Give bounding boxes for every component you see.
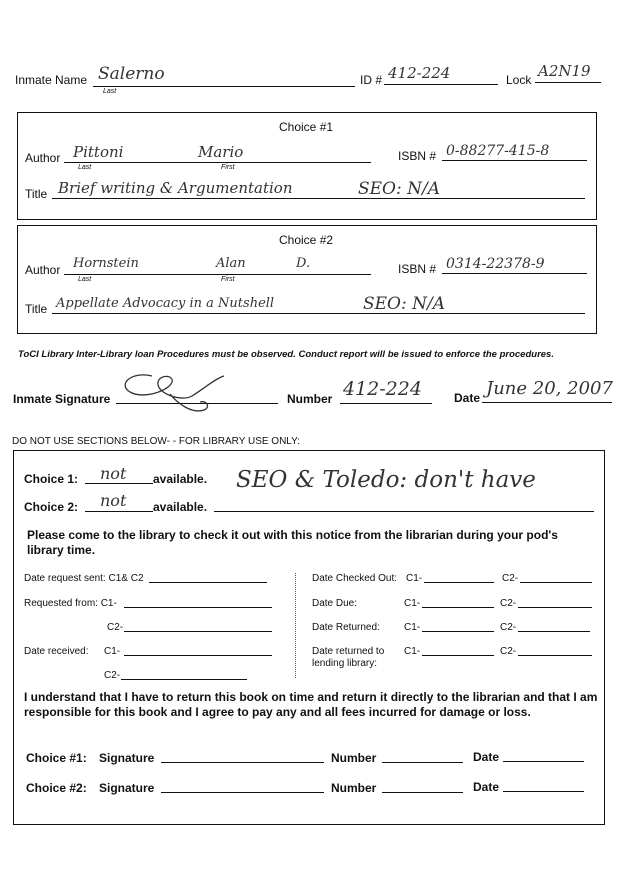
date-returned-lending-label-1: Date returned to (312, 646, 385, 657)
date-request-sent-label: Date request sent: C1& C2 (24, 573, 144, 584)
choice1-author-line (64, 162, 371, 163)
column-divider (295, 573, 296, 678)
sig-choice2-number-label: Number (331, 781, 377, 795)
sig-choice2-label: Choice #2: (26, 781, 87, 795)
choice2-author-middle[interactable]: D. (296, 256, 311, 271)
id-line (384, 84, 498, 85)
requested-from-c1-line (124, 607, 272, 608)
choice2-isbn-line (442, 273, 587, 274)
choice2-author-last[interactable]: Hornstein (73, 256, 139, 271)
choice1-isbn-value[interactable]: 0-88277-415-8 (446, 143, 550, 159)
library-choice2-value[interactable]: not (100, 491, 127, 510)
date-due-c1-line (422, 607, 494, 608)
date-checked-out-c2-label: C2- (502, 573, 519, 584)
number-value[interactable]: 412-224 (343, 378, 422, 400)
library-use-note: DO NOT USE SECTIONS BELOW- - FOR LIBRARY USE ONLY: (12, 436, 301, 447)
requested-from-label: Requested from: C1- (24, 598, 117, 609)
inmate-name-label: Inmate Name (15, 73, 88, 87)
choice1-title-line (52, 198, 585, 199)
library-choice2-label: Choice 2: (24, 500, 79, 514)
date-returned-c2-label: C2- (500, 622, 517, 633)
choice2-box (17, 225, 597, 334)
sig-choice1-label: Choice #1: (26, 751, 87, 765)
date-due-c1-label: C1- (404, 598, 421, 609)
choice2-title-value[interactable]: Appellate Advocacy in a Nutshell (56, 296, 275, 311)
sig-choice2-number-line (382, 792, 463, 793)
choice1-title-note[interactable]: SEO: N/A (358, 179, 441, 199)
library-choice1-label: Choice 1: (24, 472, 79, 486)
library-handwritten-note[interactable]: SEO & Toledo: don't have (236, 467, 536, 493)
library-instructions: Please come to the library to check it out with this notice from the librarian during your pod's library time. (27, 528, 558, 557)
date-returned-lending-label-2: lending library: (312, 658, 378, 669)
sig-choice2-signature-label: Signature (99, 781, 155, 795)
date-line (482, 402, 612, 403)
sig-choice2-signature-line (161, 792, 324, 793)
lock-label: Lock (506, 73, 532, 87)
sig-choice1-signature-label: Signature (99, 751, 155, 765)
date-returned-lending-c2-label: C2- (500, 646, 517, 657)
choice2-title-label: Title (25, 302, 48, 316)
inmate-name-value[interactable]: Salerno (98, 64, 165, 84)
number-line (340, 403, 432, 404)
choice2-first-caption: First (221, 276, 235, 283)
date-received-c1-line (124, 655, 272, 656)
lock-value[interactable]: A2N19 (538, 62, 591, 80)
choice1-heading: Choice #1 (279, 120, 334, 134)
requested-from-c2-label: C2- (107, 622, 124, 633)
sig-choice1-date-line (503, 761, 584, 762)
choice2-isbn-value[interactable]: 0314-22378-9 (446, 256, 545, 272)
sig-choice2-date-line (503, 791, 584, 792)
date-returned-lending-c1-line (422, 655, 494, 656)
library-choice1-available: available. (153, 472, 208, 486)
choice1-title-label: Title (25, 187, 48, 201)
date-due-c2-label: C2- (500, 598, 517, 609)
id-value[interactable]: 412-224 (388, 64, 451, 82)
choice1-isbn-label: ISBN # (398, 149, 437, 163)
inmate-signature-label: Inmate Signature (13, 392, 111, 406)
library-choice1-value[interactable]: not (100, 464, 127, 483)
date-received-c2-line (121, 679, 247, 680)
date-checked-out-c1-line (424, 582, 494, 583)
choice2-author-label: Author (25, 263, 61, 277)
library-choice1-line (85, 483, 153, 484)
choice2-heading: Choice #2 (279, 233, 334, 247)
choice2-author-first[interactable]: Alan (216, 256, 246, 271)
inmate-signature-scribble[interactable] (112, 366, 232, 418)
requested-from-c2-line (124, 631, 272, 632)
number-label: Number (287, 392, 333, 406)
choice1-author-first[interactable]: Mario (198, 143, 244, 161)
sig-choice1-date-label: Date (473, 750, 500, 764)
date-request-sent-line (149, 582, 267, 583)
sig-choice1-signature-line (161, 762, 324, 763)
date-checked-out-label: Date Checked Out: (312, 573, 398, 584)
choice2-last-caption: Last (78, 276, 92, 283)
library-box (13, 450, 605, 825)
lock-line (535, 82, 601, 83)
library-choice2-line (85, 511, 153, 512)
library-note-line (214, 511, 594, 512)
date-due-c2-line (518, 607, 592, 608)
sig-choice1-number-label: Number (331, 751, 377, 765)
procedures-note: ToCI Library Inter-Library loan Procedures must be observed. Conduct report will be issued to enforce the procedures. (18, 349, 554, 360)
date-returned-c1-line (422, 631, 494, 632)
sig-choice2-date-label: Date (473, 780, 500, 794)
date-received-label: Date received: (24, 646, 89, 657)
choice1-first-caption: First (221, 164, 235, 171)
choice1-isbn-line (442, 160, 587, 161)
library-agreement: I understand that I have to return this book on time and return it directly to the librarian and that I am responsible for this book and I agree to pay any and all fees incurred for damage or loss. (24, 690, 598, 719)
date-returned-lending-c1-label: C1- (404, 646, 421, 657)
date-due-label: Date Due: (312, 598, 358, 609)
choice1-author-last[interactable]: Pittoni (73, 143, 124, 161)
date-returned-lending-c2-line (518, 655, 592, 656)
date-returned-c2-line (518, 631, 590, 632)
date-received-c1-label: C1- (104, 646, 121, 657)
choice2-isbn-label: ISBN # (398, 262, 437, 276)
sig-choice1-number-line (382, 762, 463, 763)
choice1-title-value[interactable]: Brief writing & Argumentation (58, 179, 293, 197)
library-choice2-available: available. (153, 500, 208, 514)
choice1-last-caption: Last (78, 164, 92, 171)
date-value[interactable]: June 20, 2007 (486, 378, 613, 399)
date-received-c2-label: C2- (104, 670, 121, 681)
inmate-name-line (93, 86, 355, 87)
choice1-author-label: Author (25, 151, 61, 165)
choice2-author-line (64, 274, 371, 275)
date-returned-label: Date Returned: (312, 622, 380, 633)
choice1-box (17, 112, 597, 220)
date-label: Date (454, 391, 481, 405)
id-label: ID # (360, 73, 383, 87)
date-checked-out-c1-label: C1- (406, 573, 423, 584)
date-returned-c1-label: C1- (404, 622, 421, 633)
date-checked-out-c2-line (520, 582, 592, 583)
choice2-title-line (52, 313, 585, 314)
inmate-name-last-caption: Last (103, 88, 117, 95)
choice2-title-note[interactable]: SEO: N/A (363, 294, 446, 314)
